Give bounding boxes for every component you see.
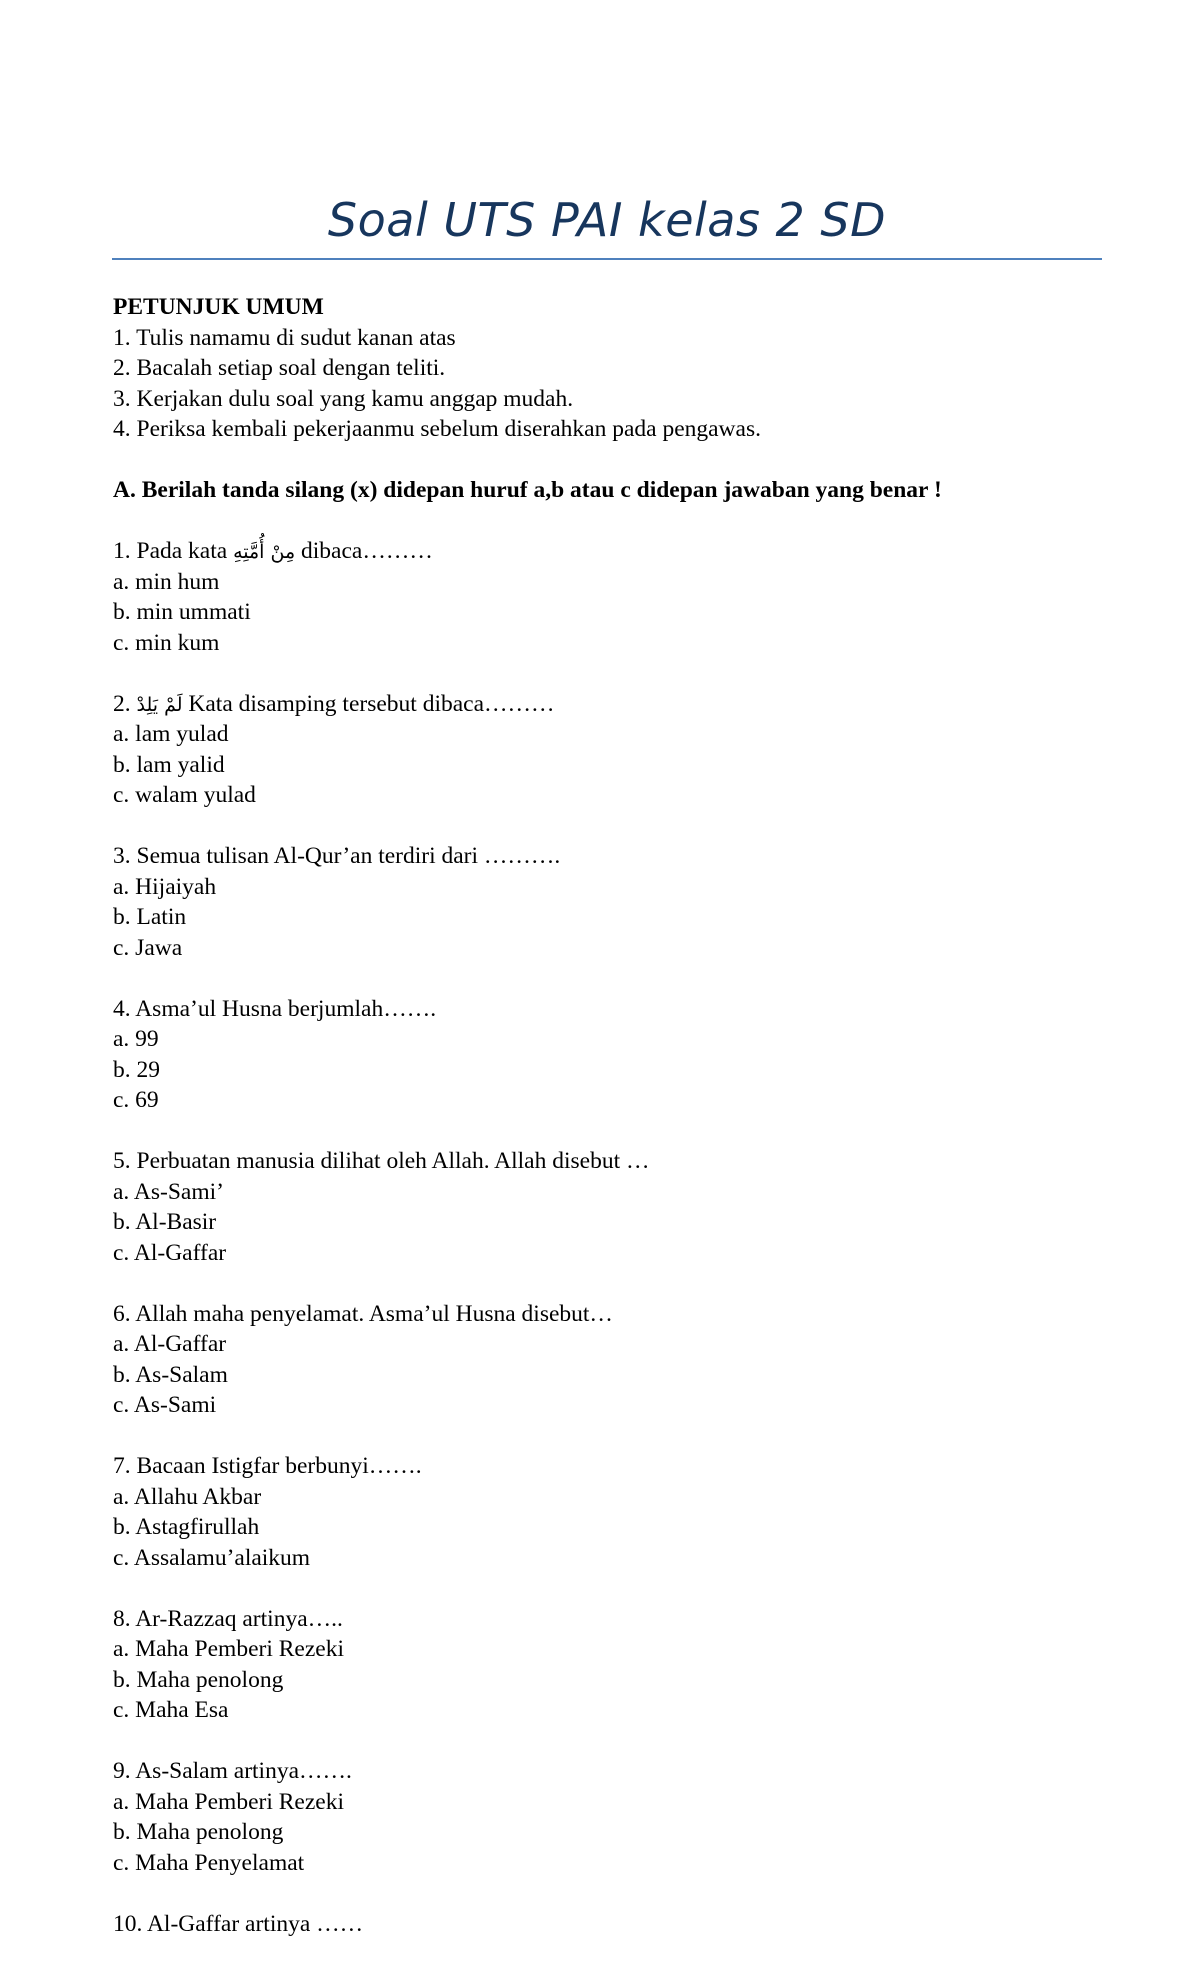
question-text: 3. Semua tulisan Al-Qur’an terdiri dari ……….: [113, 843, 561, 869]
answer-option: a. As-Sami’: [113, 1178, 224, 1205]
instruction-item: 1. Tulis namamu di sudut kanan atas: [113, 324, 456, 351]
document-body: [113, 292, 1103, 1939]
spacer: [113, 811, 1103, 842]
answer-option: c. Assalamu’alaikum: [113, 1544, 311, 1571]
spacer: [113, 1268, 1103, 1299]
answer-option: b. Al-Basir: [113, 1209, 217, 1235]
answer-option: a. Maha Pemberi Rezeki: [113, 1636, 344, 1662]
question-text: [113, 536, 1103, 567]
answer-option: a. Maha Pemberi Rezeki: [113, 1788, 344, 1815]
spacer: [113, 1878, 1103, 1909]
question-prefix: 2.: [113, 690, 137, 717]
answer-option: a. Hijaiyah: [113, 873, 217, 900]
spacer: [113, 1726, 1103, 1757]
answer-option: c. Jawa: [113, 934, 183, 961]
answer-option: c. walam yulad: [113, 782, 256, 808]
answer-option: a. 99: [113, 1026, 159, 1052]
instruction-item: 3. Kerjakan dulu soal yang kamu anggap mudah.: [113, 385, 574, 412]
question-5: [113, 1146, 1103, 1268]
question-9: [113, 1756, 1103, 1878]
answer-option: b. Maha penolong: [113, 1666, 284, 1693]
question-text: [113, 689, 1103, 720]
question-6: [113, 1299, 1103, 1421]
question-7: [113, 1451, 1103, 1573]
question-text: 9. As-Salam artinya…….: [113, 1758, 352, 1784]
question-2: [113, 689, 1103, 811]
answer-option: a. Al-Gaffar: [113, 1331, 227, 1357]
title-underline: [112, 258, 1102, 260]
spacer: [113, 445, 1103, 476]
answer-option: b. Astagfirullah: [113, 1514, 260, 1540]
arabic-word: مِنْ أُمَّتِهِ: [233, 541, 296, 563]
instruction-item: 4. Periksa kembali pekerjaanmu sebelum diserahkan pada pengawas.: [113, 416, 761, 442]
question-8: [113, 1604, 1103, 1726]
instructions-block: [113, 292, 1103, 445]
spacer: [113, 658, 1103, 689]
question-suffix: Kata disamping tersebut dibaca………: [182, 690, 555, 717]
answer-option: c. Maha Esa: [113, 1697, 229, 1723]
spacer: [113, 1116, 1103, 1147]
spacer: [113, 506, 1103, 537]
question-text: 10. Al-Gaffar artinya ……: [113, 1910, 364, 1937]
answer-option: c. min kum: [113, 629, 220, 656]
answer-option: b. As-Salam: [113, 1361, 228, 1388]
question-text: 6. Allah maha penyelamat. Asma’ul Husna disebut…: [113, 1300, 613, 1327]
question-prefix: 1. Pada kata: [113, 538, 234, 564]
answer-option: b. Maha penolong: [113, 1819, 284, 1845]
answer-option: a. min hum: [113, 568, 220, 595]
answer-option: b. 29: [113, 1056, 160, 1083]
answer-option: a. lam yulad: [113, 721, 229, 747]
answer-option: c. Al-Gaffar: [113, 1239, 227, 1266]
arabic-word: لَمْ يَلِدْ: [136, 693, 183, 716]
question-text: 5. Perbuatan manusia dilihat oleh Allah. Allah disebut …: [113, 1148, 650, 1174]
question-text: 8. Ar-Razzaq artinya…..: [113, 1605, 343, 1632]
answer-option: b. Latin: [113, 904, 187, 930]
answer-option: c. 69: [113, 1087, 159, 1113]
instruction-item: 2. Bacalah setiap soal dengan teliti.: [113, 355, 446, 381]
answer-option: a. Allahu Akbar: [113, 1483, 262, 1510]
page-title: Soal UTS PAI kelas 2 SD: [327, 193, 887, 247]
answer-option: b. lam yalid: [113, 751, 225, 778]
question-4: [113, 994, 1103, 1116]
spacer: [113, 963, 1103, 994]
spacer: [113, 1573, 1103, 1604]
spacer: [113, 1421, 1103, 1452]
question-3: [113, 841, 1103, 963]
question-1: [113, 536, 1103, 658]
question-text: 4. Asma’ul Husna berjumlah…….: [113, 995, 437, 1022]
answer-option: c. Maha Penyelamat: [113, 1849, 305, 1876]
answer-option: c. As-Sami: [113, 1392, 217, 1418]
section-a-heading: A. Berilah tanda silang (x) didepan huruf a,b atau c didepan jawaban yang benar !: [113, 477, 942, 503]
question-suffix: dibaca………: [295, 538, 433, 564]
question-10: [113, 1909, 1103, 1940]
instructions-heading: PETUNJUK UMUM: [113, 294, 324, 320]
answer-option: b. min ummati: [113, 599, 251, 625]
question-text: 7. Bacaan Istigfar berbunyi…….: [113, 1453, 422, 1479]
